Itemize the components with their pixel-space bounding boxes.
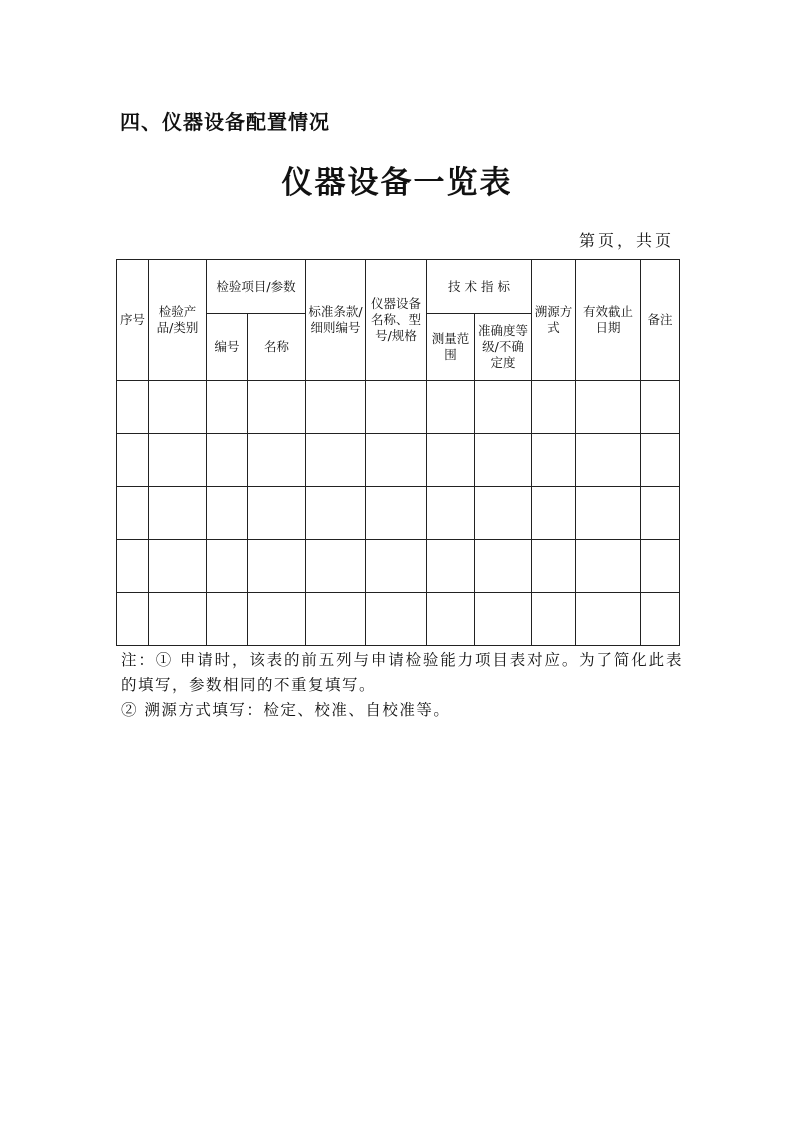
table-cell[interactable] [306, 381, 366, 434]
table-cell[interactable] [149, 540, 207, 593]
table-cell[interactable] [149, 381, 207, 434]
table-cell[interactable] [475, 381, 532, 434]
table-cell[interactable] [366, 381, 427, 434]
table-cell[interactable] [641, 593, 680, 646]
table-cell[interactable] [641, 434, 680, 487]
header-standard: 标准条款/细则编号 [306, 260, 366, 381]
table-cell[interactable] [306, 487, 366, 540]
header-seq: 序号 [117, 260, 149, 381]
header-product: 检验产品/类别 [149, 260, 207, 381]
table-cell[interactable] [248, 540, 306, 593]
table-cell[interactable] [117, 434, 149, 487]
table-cell[interactable] [532, 487, 576, 540]
header-instrument: 仪器设备名称、型号/规格 [366, 260, 427, 381]
table-cell[interactable] [532, 381, 576, 434]
table-cell[interactable] [576, 487, 641, 540]
table-cell[interactable] [475, 593, 532, 646]
section-heading: 四、仪器设备配置情况 [120, 110, 330, 134]
header-traceability: 溯源方式 [532, 260, 576, 381]
table-cell[interactable] [207, 434, 248, 487]
header-accuracy: 准确度等级/不确定度 [475, 314, 532, 381]
table-cell[interactable] [117, 487, 149, 540]
equipment-table [116, 259, 680, 646]
header-measuring-range: 测量范围 [427, 314, 475, 381]
table-cell[interactable] [149, 434, 207, 487]
notes [121, 648, 683, 723]
table-cell[interactable] [366, 540, 427, 593]
table-cell[interactable] [248, 593, 306, 646]
header-row-1 [117, 260, 680, 314]
table-cell[interactable] [641, 381, 680, 434]
table-cell[interactable] [532, 434, 576, 487]
table-row [117, 540, 680, 593]
table-cell[interactable] [306, 540, 366, 593]
table-cell[interactable] [306, 593, 366, 646]
document-title: 仪器设备一览表 [281, 165, 513, 201]
table-row [117, 487, 680, 540]
table-row [117, 434, 680, 487]
table-cell[interactable] [576, 593, 641, 646]
table-cell[interactable] [117, 540, 149, 593]
table-cell[interactable] [427, 487, 475, 540]
table-cell[interactable] [207, 593, 248, 646]
header-item-name: 名称 [248, 314, 306, 381]
table-cell[interactable] [427, 434, 475, 487]
table-cell[interactable] [149, 593, 207, 646]
table-cell[interactable] [427, 540, 475, 593]
header-remarks: 备注 [641, 260, 680, 381]
page-counter: 第页，共页 [578, 231, 674, 250]
header-test-item-group: 检验项目/参数 [207, 260, 306, 314]
header-expiry-date: 有效截止日期 [576, 260, 641, 381]
table-cell[interactable] [248, 487, 306, 540]
table-cell[interactable] [117, 593, 149, 646]
table-row [117, 381, 680, 434]
table-cell[interactable] [427, 381, 475, 434]
table-cell[interactable] [475, 540, 532, 593]
table-cell[interactable] [532, 593, 576, 646]
table-cell[interactable] [366, 593, 427, 646]
table-cell[interactable] [475, 487, 532, 540]
header-item-number: 编号 [207, 314, 248, 381]
table-cell[interactable] [306, 434, 366, 487]
header-technical-spec-group: 技 术 指 标 [427, 260, 532, 314]
table-row [117, 593, 680, 646]
table-cell[interactable] [366, 487, 427, 540]
table-cell[interactable] [248, 434, 306, 487]
table-cell[interactable] [427, 593, 475, 646]
table-cell[interactable] [248, 381, 306, 434]
table-cell[interactable] [207, 381, 248, 434]
table-cell[interactable] [366, 434, 427, 487]
table-cell[interactable] [207, 487, 248, 540]
table-cell[interactable] [576, 434, 641, 487]
table-cell[interactable] [576, 381, 641, 434]
note-1: 注：① 申请时，该表的前五列与申请检验能力项目表对应。为了简化此表的填写，参数相同的不重复填写。 [121, 651, 683, 694]
table-cell[interactable] [207, 540, 248, 593]
table-cell[interactable] [641, 540, 680, 593]
table-cell[interactable] [576, 540, 641, 593]
note-2: ② 溯源方式填写：检定、校准、自校准等。 [121, 701, 451, 719]
table-cell[interactable] [475, 434, 532, 487]
table-cell[interactable] [641, 487, 680, 540]
table-cell[interactable] [532, 540, 576, 593]
table-cell[interactable] [149, 487, 207, 540]
table-cell[interactable] [117, 381, 149, 434]
